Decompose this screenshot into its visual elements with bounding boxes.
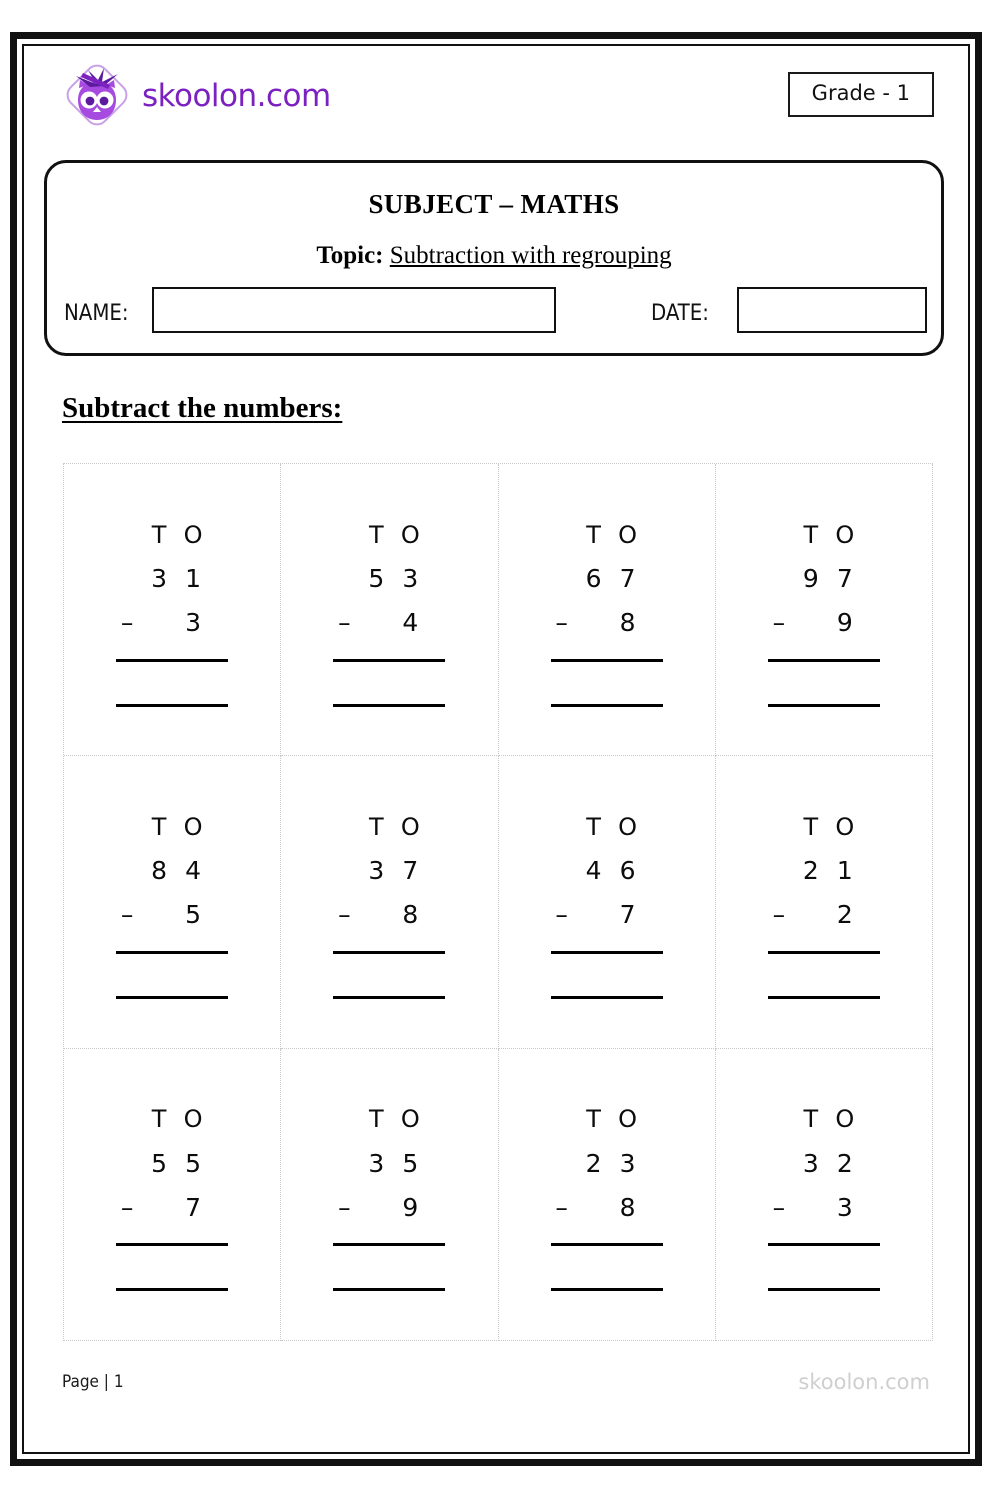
- subtrahend-row: [329, 601, 449, 645]
- minus-sign: –: [772, 900, 786, 930]
- tens-header: T: [151, 520, 167, 549]
- ones-header: O: [400, 812, 420, 841]
- brand-wordmark: skoolon.com: [142, 77, 331, 114]
- answer-space[interactable]: [329, 1246, 449, 1288]
- minuend-ones: 7: [619, 564, 636, 594]
- answer-space[interactable]: [764, 1246, 884, 1288]
- tens-header: T: [369, 520, 384, 549]
- minus-sign: –: [120, 900, 134, 930]
- place-value-header: [329, 1097, 449, 1141]
- subtrahend-ones: 7: [185, 1192, 202, 1222]
- minuend-ones: 5: [402, 1148, 419, 1178]
- subtraction-problem: [329, 513, 449, 707]
- minuend-tens: 3: [151, 564, 168, 594]
- subtrahend-row: [764, 893, 884, 937]
- subtraction-problem: [547, 805, 667, 999]
- answer-space[interactable]: [112, 954, 232, 996]
- answer-rule-bottom: [768, 704, 880, 707]
- answer-space[interactable]: [112, 1246, 232, 1288]
- ones-header: O: [618, 520, 638, 549]
- problem-cell: [499, 464, 716, 756]
- minus-sign: –: [338, 1192, 351, 1222]
- minuend-ones: 3: [402, 564, 419, 594]
- ones-header: O: [183, 1105, 203, 1134]
- minuend-row: [329, 557, 449, 601]
- minuend-ones: 5: [185, 1148, 202, 1178]
- subtraction-problem: [329, 1097, 449, 1291]
- subtrahend-ones: 7: [619, 900, 636, 930]
- tens-header: T: [151, 812, 167, 841]
- tens-header: T: [803, 1105, 819, 1134]
- subtrahend-row: [764, 601, 884, 645]
- minuend-row: [112, 849, 232, 893]
- page-footer: [30, 1372, 962, 1412]
- tens-header: T: [369, 812, 384, 841]
- place-value-header: [547, 1097, 667, 1141]
- minuend-row: [547, 849, 667, 893]
- problems-grid: [63, 463, 933, 1341]
- answer-space[interactable]: [329, 954, 449, 996]
- answer-rule-bottom: [768, 996, 880, 999]
- answer-space[interactable]: [112, 662, 232, 704]
- minuend-tens: 8: [151, 856, 168, 886]
- subtrahend-row: [112, 893, 232, 937]
- minuend-ones: 2: [836, 1148, 853, 1178]
- minuend-tens: 2: [802, 856, 819, 886]
- tens-header: T: [369, 1105, 384, 1134]
- problem-cell: [499, 756, 716, 1048]
- answer-rule-bottom: [333, 996, 445, 999]
- answer-space[interactable]: [547, 662, 667, 704]
- answer-rule-bottom: [333, 704, 445, 707]
- subtrahend-ones: 8: [619, 608, 636, 638]
- minuend-tens: 4: [585, 856, 602, 886]
- place-value-header: [112, 1097, 232, 1141]
- minuend-row: [112, 557, 232, 601]
- minuend-row: [329, 1141, 449, 1185]
- subtrahend-row: [112, 1185, 232, 1229]
- minuend-row: [547, 1141, 667, 1185]
- subtrahend-row: [764, 1185, 884, 1229]
- date-input[interactable]: [737, 287, 927, 333]
- topic-value: Subtraction with regrouping: [389, 242, 672, 269]
- subtrahend-row: [547, 893, 667, 937]
- minuend-row: [764, 1141, 884, 1185]
- answer-rule-bottom: [768, 1288, 880, 1291]
- answer-rule-bottom: [551, 996, 663, 999]
- subtrahend-ones: 8: [402, 900, 419, 930]
- place-value-header: [764, 805, 884, 849]
- ones-header: O: [835, 812, 855, 841]
- answer-rule-bottom: [116, 996, 228, 999]
- tens-header: T: [803, 812, 819, 841]
- subtrahend-ones: 8: [619, 1192, 636, 1222]
- top-bar: [30, 52, 962, 144]
- minuend-ones: 1: [185, 564, 202, 594]
- place-value-header: [329, 513, 449, 557]
- minuend-ones: 7: [402, 856, 419, 886]
- place-value-header: [547, 513, 667, 557]
- subtraction-problem: [112, 1097, 232, 1291]
- ones-header: O: [618, 1105, 638, 1134]
- minuend-row: [547, 557, 667, 601]
- minus-sign: –: [338, 900, 351, 930]
- subtraction-problem: [764, 513, 884, 707]
- ones-header: O: [835, 1105, 855, 1134]
- answer-rule-bottom: [551, 704, 663, 707]
- minuend-ones: 1: [836, 856, 853, 886]
- topic-label: Topic:: [316, 242, 384, 269]
- answer-space[interactable]: [547, 1246, 667, 1288]
- ones-header: O: [183, 812, 203, 841]
- minus-sign: –: [120, 1192, 134, 1222]
- subject-panel: [44, 160, 944, 356]
- minuend-ones: 3: [619, 1148, 636, 1178]
- subtrahend-ones: 3: [836, 1192, 853, 1222]
- answer-space[interactable]: [764, 954, 884, 996]
- minuend-row: [329, 849, 449, 893]
- problem-cell: [499, 1049, 716, 1341]
- minuend-tens: 2: [585, 1148, 602, 1178]
- place-value-header: [329, 805, 449, 849]
- minuend-tens: 3: [802, 1148, 819, 1178]
- problem-cell: [64, 756, 281, 1048]
- owl-logo-icon: [58, 56, 136, 134]
- subtraction-problem: [112, 513, 232, 707]
- subtrahend-ones: 4: [402, 608, 419, 638]
- instruction-heading: Subtract the numbers:: [62, 392, 343, 424]
- tens-header: T: [586, 812, 601, 841]
- subtrahend-ones: 2: [836, 900, 853, 930]
- subtraction-problem: [764, 1097, 884, 1291]
- subtraction-problem: [547, 513, 667, 707]
- footer-watermark: skoolon.com: [798, 1370, 930, 1394]
- problem-cell: [281, 464, 498, 756]
- minuend-row: [764, 849, 884, 893]
- minus-sign: –: [772, 608, 786, 638]
- minuend-ones: 4: [185, 856, 202, 886]
- minuend-tens: 5: [368, 564, 385, 594]
- ones-header: O: [618, 812, 638, 841]
- subtraction-problem: [547, 1097, 667, 1291]
- subtrahend-row: [112, 601, 232, 645]
- minus-sign: –: [555, 1192, 568, 1222]
- tens-header: T: [803, 520, 819, 549]
- subtrahend-ones: 5: [185, 900, 202, 930]
- minuend-tens: 6: [585, 564, 602, 594]
- problem-cell: [716, 756, 933, 1048]
- subtraction-problem: [112, 805, 232, 999]
- subtrahend-row: [329, 1185, 449, 1229]
- place-value-header: [112, 513, 232, 557]
- subtrahend-row: [547, 1185, 667, 1229]
- name-label: NAME:: [64, 301, 129, 326]
- problem-cell: [64, 464, 281, 756]
- name-input[interactable]: [152, 287, 556, 333]
- answer-rule-bottom: [116, 704, 228, 707]
- problem-cell: [281, 756, 498, 1048]
- subtraction-problem: [764, 805, 884, 999]
- tens-header: T: [586, 1105, 601, 1134]
- subtrahend-row: [547, 601, 667, 645]
- minuend-row: [112, 1141, 232, 1185]
- minus-sign: –: [772, 1192, 786, 1222]
- subtrahend-row: [329, 893, 449, 937]
- subtrahend-ones: 9: [402, 1192, 419, 1222]
- place-value-header: [112, 805, 232, 849]
- minuend-tens: 3: [368, 856, 385, 886]
- place-value-header: [764, 1097, 884, 1141]
- answer-space[interactable]: [764, 662, 884, 704]
- ones-header: O: [400, 520, 420, 549]
- minuend-tens: 9: [802, 564, 819, 594]
- minuend-ones: 7: [836, 564, 853, 594]
- minus-sign: –: [555, 900, 568, 930]
- subtraction-problem: [329, 805, 449, 999]
- problem-cell: [716, 464, 933, 756]
- minus-sign: –: [555, 608, 568, 638]
- ones-header: O: [400, 1105, 420, 1134]
- problem-cell: [281, 1049, 498, 1341]
- minuend-tens: 3: [368, 1148, 385, 1178]
- brand-logo[interactable]: [58, 56, 331, 134]
- problem-cell: [64, 1049, 281, 1341]
- minuend-tens: 5: [151, 1148, 168, 1178]
- page-number: Page | 1: [62, 1372, 124, 1392]
- worksheet-content: [30, 52, 962, 1446]
- minuend-ones: 6: [619, 856, 636, 886]
- answer-space[interactable]: [329, 662, 449, 704]
- minus-sign: –: [120, 608, 134, 638]
- tens-header: T: [151, 1105, 167, 1134]
- date-label: DATE:: [651, 301, 709, 326]
- answer-space[interactable]: [547, 954, 667, 996]
- ones-header: O: [835, 520, 855, 549]
- ones-header: O: [183, 520, 203, 549]
- topic-line: [47, 242, 941, 270]
- answer-rule-bottom: [116, 1288, 228, 1291]
- answer-rule-bottom: [551, 1288, 663, 1291]
- subject-title: SUBJECT – MATHS: [368, 189, 620, 219]
- minuend-row: [764, 557, 884, 601]
- name-date-row: [47, 287, 941, 343]
- minus-sign: –: [338, 608, 351, 638]
- grade-badge: Grade - 1: [788, 72, 934, 117]
- subtrahend-ones: 9: [836, 608, 853, 638]
- subtrahend-ones: 3: [185, 608, 202, 638]
- answer-rule-bottom: [333, 1288, 445, 1291]
- place-value-header: [764, 513, 884, 557]
- place-value-header: [547, 805, 667, 849]
- tens-header: T: [586, 520, 601, 549]
- problem-cell: [716, 1049, 933, 1341]
